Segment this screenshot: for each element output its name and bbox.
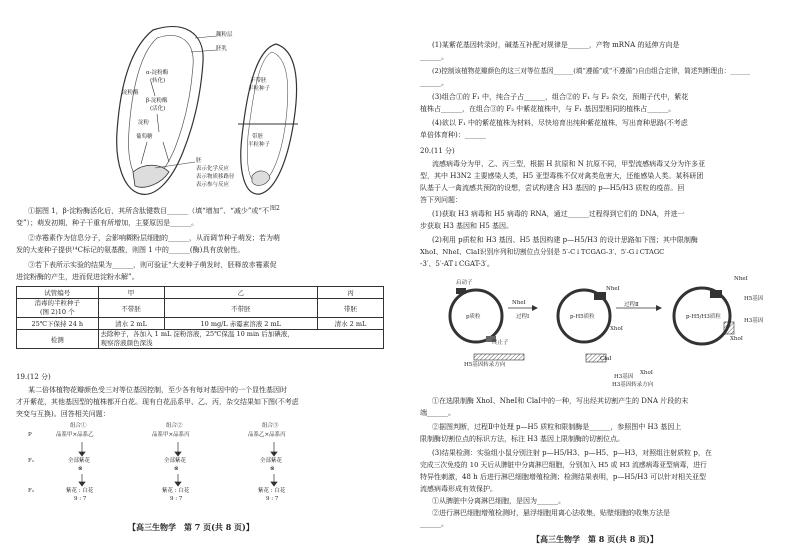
selfing-icon: ⊗ — [270, 466, 275, 472]
f1-result: 全部紫花 — [164, 458, 187, 464]
seed2-bot-2: 半粒种子 — [248, 142, 271, 148]
f2-result: 紫花 : 白花 — [258, 488, 286, 494]
q18-3-line1: ③若下表所示实验的结果为______，则可验证“大麦种子萌发时，胚释放赤霉素促 — [28, 261, 277, 269]
q20-3b-line1: ②进行淋巴细胞增殖检测时，悬浮细胞用离心法收集，贴壁细胞的收集方法是 — [432, 509, 670, 517]
gen-f1: F₁ — [28, 458, 35, 464]
q19-para-2: 才开紫花，其他基因型的植株都开白花。现有白花品系甲、乙、丙，杂交结果如下图(不考虑 — [16, 398, 299, 406]
q19-para-3: 突变与互换)。回答相关问题： — [16, 410, 110, 418]
f2-ratio: 9 : 7 — [170, 496, 183, 502]
seed2-top-1: 不带胚 — [250, 78, 267, 84]
q19-3-line2: 植株占______，在组合③的 F₂ 中紫花植株中，与 F₁ 基因型相同的植株占______。 — [420, 105, 676, 113]
q20-3-line2: 完成三次免疫的 10 天后从脾脏中分离淋巴细胞，分别加入 H5 或 H3 流感病毒亚型病毒，进行 — [420, 461, 707, 469]
table-cell: 清水 2 mL — [98, 318, 164, 330]
q20-3-line4: 流感病毒形成有效保护。 — [420, 485, 497, 493]
seed2-top-2: 半粒种子 — [248, 86, 271, 92]
q19-title: 19.(12 分) — [16, 373, 51, 381]
f1-result: 全部紫花 — [68, 458, 91, 464]
legend-transport: 表示物质移路径 — [196, 174, 235, 180]
table-row — [17, 299, 384, 318]
label-embryo: 胚 — [196, 158, 202, 164]
figure-2-caption: 图2 — [270, 205, 280, 212]
label-promoter: 启动子 — [456, 280, 473, 286]
legend-chemical: 表示化学反应 — [196, 166, 230, 172]
table-row — [17, 330, 384, 349]
q19-1-line2: ______。 — [420, 53, 448, 61]
cross-group: 组合② — [166, 423, 183, 429]
label-ph5h3: p-H5/H3质粒 — [686, 314, 721, 320]
q20-para-2: 型，其中 H3N2 主要感染人类，H5 亚型毒株不仅对禽类危害大，还能感染人类。某科研团 — [420, 172, 704, 180]
q19-3-line1: (3)组合①的 F₁ 中，纯合子占______，组合②的 F₁ 与 F₂ 杂交，预期子代中，紫花 — [432, 93, 689, 101]
q18-1-line2: 变”）；萌发初期，种子干重有所增加，主要原因是______。 — [16, 219, 199, 227]
page-footer: 【高三生物学 第 8 页(共 8 页)】 — [532, 534, 658, 544]
label-cla-1: ClaⅠ — [600, 356, 612, 362]
cross-arrows — [0, 440, 396, 504]
q19-2-line2: ______。 — [420, 79, 448, 87]
q18-2-line1: ②赤霉素作为信息分子，会影响糊粉层细胞的______，从而调节种子萌发；若为萌 — [28, 234, 280, 242]
table-cell: 10 mg/L 赤霉素溶液 2 mL — [164, 318, 317, 330]
seed-diagram-2 — [232, 40, 304, 200]
label-xho-2: XhoⅠ — [640, 370, 653, 376]
table-cell: 不带胚 — [98, 299, 164, 318]
label-seed-coat: 胚乳 — [216, 46, 228, 52]
label-h5-gene: H5基因 — [744, 296, 764, 302]
cross-parents: 品系甲×品系乙 — [56, 432, 94, 438]
row3-detect-b: 观察溶液颜色深浅 — [100, 339, 153, 347]
legend-participate: 表示参与反应 — [196, 182, 230, 188]
label-h3-template: H3基因转录方向 — [612, 382, 654, 388]
f2-ratio: 9 : 7 — [74, 496, 87, 502]
label-b-amylase: β-淀粉酶 — [146, 98, 168, 104]
gen-f2: F₂ — [28, 488, 35, 494]
table-cell — [17, 299, 99, 318]
q20-2-line3: -3′、5′-AT↓CGAT-3′。 — [420, 260, 494, 268]
row3-detect-a: 去除种子，各加入 1 mL 淀粉溶液，25℃保温 10 min 后加碘液， — [100, 330, 294, 338]
q20-1-line2: 步获取 H3 基因和 H5 基因。 — [420, 222, 514, 230]
table-header-row — [17, 287, 384, 299]
q18-3-line2: 进淀粉酶的产生，进而促进淀粉水解”。 — [16, 273, 139, 281]
table-header: 试管编号 — [17, 287, 99, 299]
selfing-icon: ⊗ — [174, 466, 179, 472]
table-cell: 检测 — [17, 330, 99, 349]
cross-group: 组合③ — [262, 423, 279, 429]
label-xho-1: XhoⅠ — [610, 326, 623, 332]
q20-para-4: 答下列问题： — [420, 196, 462, 204]
f2-result: 紫花 : 白花 — [66, 488, 94, 494]
label-b-amylase-note: (活化) — [150, 106, 166, 112]
f2-result: 紫花 : 白花 — [162, 488, 190, 494]
label-h3: H3基因 — [614, 374, 634, 380]
label-maltose: 葡萄糖 — [136, 134, 153, 140]
q20-2-line2: XhoⅠ、NheⅠ、ClaⅠ识别序列和切割位点分别是 5′-C↓TCGAG-3′、5′-G↓CTAGC — [420, 248, 665, 256]
table-cell: 带胚 — [317, 299, 383, 318]
f1-result: 全部紫花 — [260, 458, 283, 464]
table-cell — [98, 330, 383, 349]
q20-2b-line1: ②据图判断，过程Ⅱ中处理 p—H5 质粒和限制酶是______，参照图中 H3 基因上 — [432, 423, 682, 431]
label-p-plasmid: p质粒 — [466, 314, 481, 320]
table-header: 乙 — [164, 287, 317, 299]
label-xho-3: XhoⅠ — [730, 336, 743, 342]
q20-para-3: 队基于人一禽流感共预防的设想，尝试构建含 H3 基因的 p—H5/H3 质粒的疫苗。回 — [420, 184, 685, 192]
cross-parents: 品系甲×品系丙 — [152, 432, 190, 438]
selfing-icon: ⊗ — [78, 466, 83, 472]
q18-2-line2: 发的大麦种子提供¹⁴C标记的氨基酸，则图 1 中的______(酶)具有放射性。 — [16, 246, 245, 254]
label-nhe-1: NheⅠ — [512, 300, 526, 306]
q20-2-line1: (2)利用 p质粒和 H3 基因、H5 基因构建 p—H5/H3 的设计思路如下图；其中限制酶 — [432, 236, 698, 244]
q20-title: 20.(11 分) — [420, 147, 455, 155]
q20-1-line1: (1)获取 H3 病毒和 H5 病毒的 RNA，通过______过程得到它们的 DNA，并进一 — [432, 210, 685, 218]
label-a-amylase-note: (转化) — [150, 78, 166, 84]
cross-parents: 品系乙×品系丙 — [248, 432, 286, 438]
table-cell: 清水 2 mL — [317, 318, 383, 330]
plasmid-diagram — [434, 270, 774, 370]
q20-3b-line2: ______。 — [420, 520, 448, 528]
page-8 — [404, 0, 800, 551]
seed2-bot-1: 带胚 — [252, 134, 264, 140]
q18-1-line1: ①据图 1，β-淀粉酶活化后，其所含肽键数目______（填“增加”、“减少”或“不 — [28, 207, 269, 215]
q20-3-line3: 特异性刺激，48 h 后进行淋巴细胞增殖检测；检测结果表明，p—H5/H3 可以针对相关亚型 — [420, 473, 707, 481]
label-ph5: p-H5质粒 — [570, 314, 595, 320]
q20-para-1: 流感病毒分为甲、乙、丙三型，根据 H 抗原和 N 抗原不同，甲型流感病毒又分为许多亚 — [432, 160, 706, 168]
q19-1-line1: (1)某紫花基因转录时，碱基互补配对规律是______，产物 mRNA 的延伸方向是 — [432, 41, 680, 49]
label-nhe-2: NheⅠ — [606, 286, 620, 292]
q20-2a-line1: ①在选限制酶 XhoⅠ、NheⅠ和 ClaⅠ中的一种，写出经其切割产生的 DNA 片段的末 — [432, 397, 689, 405]
gen-p: P — [28, 432, 32, 438]
label-terminator: 终止子 — [492, 340, 509, 346]
label-h3-gene: H3基因 — [744, 318, 764, 324]
q19-para-1: 某二倍体植物花瓣颜色受三对等位基因控制，至少各有每对基因中的一个显性基因时 — [28, 386, 287, 394]
page-footer: 【高三生物学 第 7 页(共 8 页)】 — [128, 522, 254, 532]
label-step-1: 过程Ⅰ — [516, 314, 530, 320]
label-a-amylase: α-淀粉酶 — [146, 70, 169, 76]
q19-4-line2: 单倍体育种)：______ — [420, 131, 486, 139]
q20-3a: ①从脾脏中分离淋巴细胞，是因为______。 — [432, 497, 565, 505]
label-starch-a: 淀粉酶 — [122, 90, 139, 96]
cross-group: 组合① — [70, 423, 87, 429]
label-nhe-3: NheⅠ — [734, 276, 748, 282]
table-header: 甲 — [98, 287, 164, 299]
table-cell: 25℃下保持 24 h — [17, 318, 99, 330]
table-cell: 不带胚 — [164, 299, 317, 318]
label-aleurone: 糊粉层 — [216, 32, 233, 38]
row1-label-a: 消毒的半粒种子 — [34, 299, 81, 307]
q19-4-line1: (4)欲以 F₁ 中的紫花植株为材料，尽快培育出纯种紫花植株，写出育种思路(不考虑 — [432, 119, 688, 127]
q20-3-line1: (3)结果检测：实验组小鼠分别注射 p—H5/H3、p—H5、p—H3，对照组注射质粒 p，在 — [432, 449, 712, 457]
q20-2b-line2: 限制酶切割位点的标识方法，标注 H3 基因上限制酶的切割位点。 — [420, 435, 625, 443]
page-7 — [0, 0, 396, 551]
f2-ratio: 9 : 7 — [266, 496, 279, 502]
label-starch: 淀粉 — [138, 120, 150, 126]
q20-2a-line2: 端______。 — [420, 409, 455, 417]
q19-2-line1: (2)控制该植物花瓣颜色的这三对等位基因______(填“遵循”或“不遵循”)自由组合定律，简述判断理由：______ — [432, 67, 751, 75]
table-header: 丙 — [317, 287, 383, 299]
label-step-2: 过程Ⅱ — [624, 302, 639, 308]
row1-label-b: (图 2)10 个 — [39, 308, 75, 316]
label-h5-template: H5基因转录方向 — [464, 362, 506, 368]
table-row — [17, 318, 384, 330]
experiment-table — [16, 286, 384, 349]
